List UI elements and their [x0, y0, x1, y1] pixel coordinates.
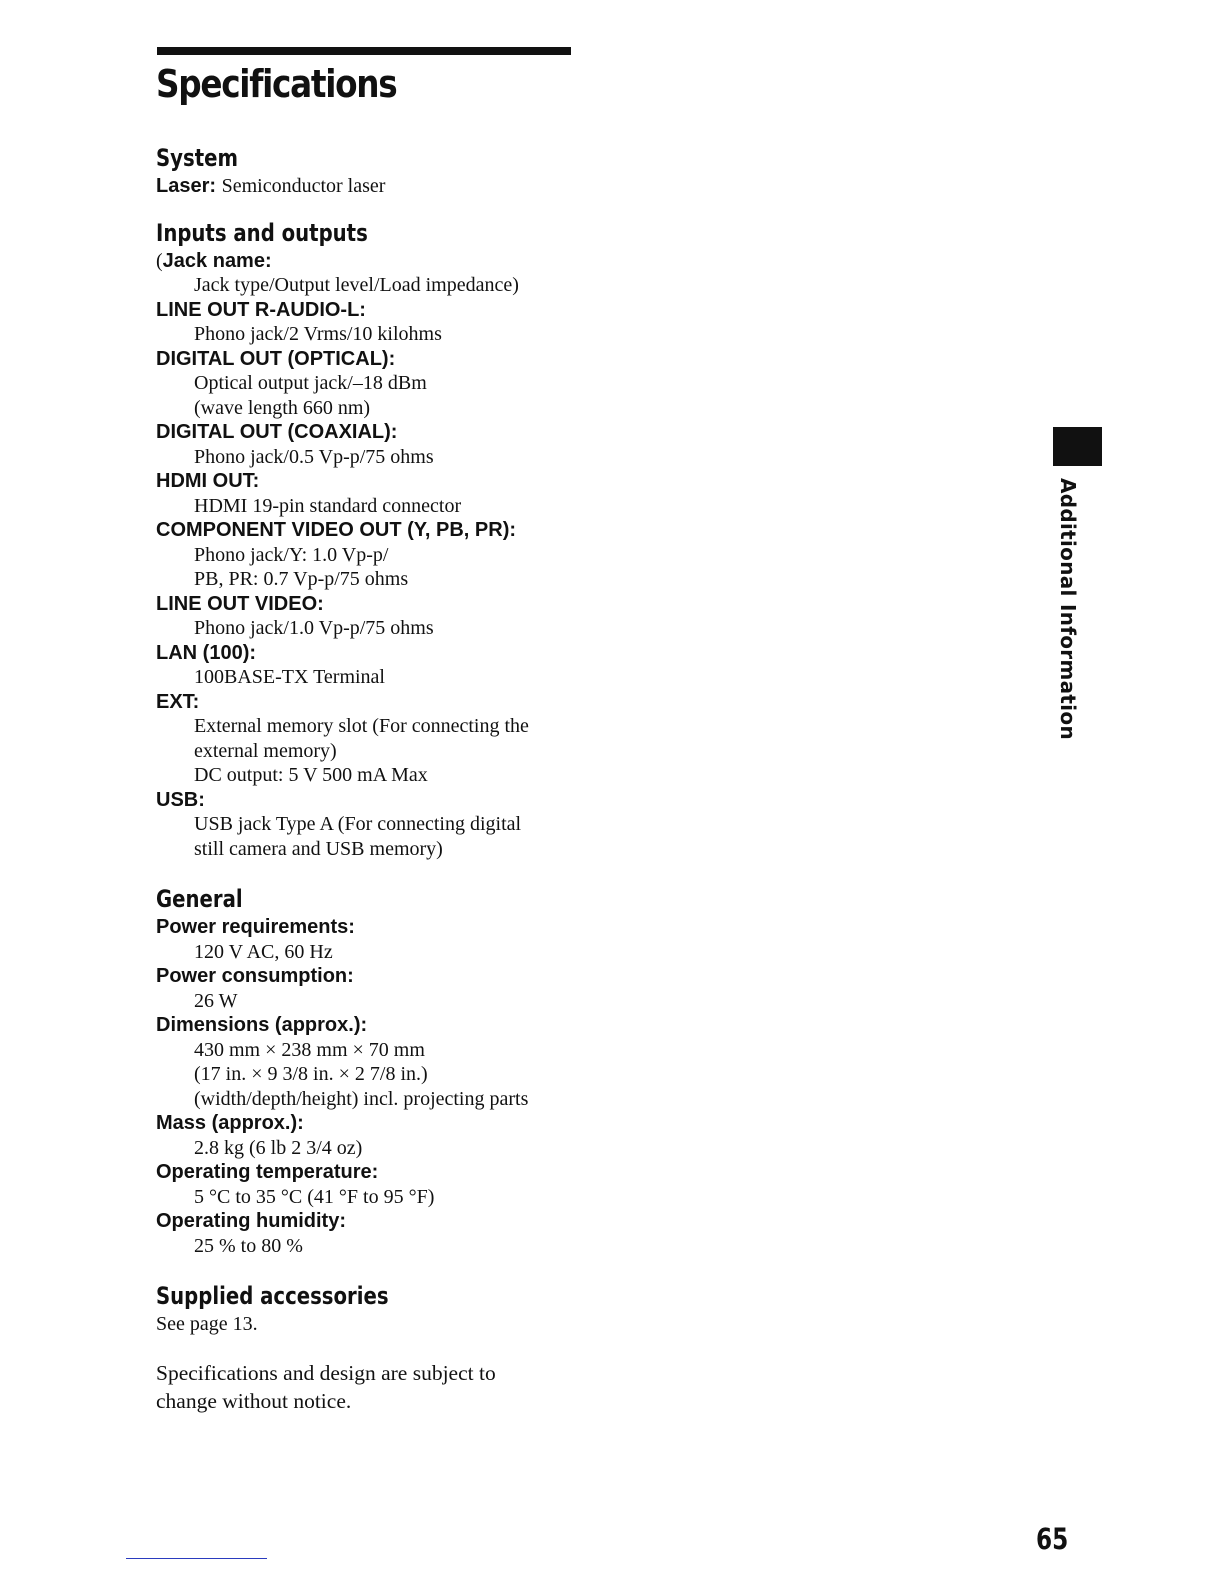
section-inputs-outputs — [156, 217, 596, 862]
spec-line: 25 % to 80 % — [194, 1234, 303, 1257]
spec-value: Semiconductor laser — [221, 175, 386, 197]
legend-label-text: Jack name: — [162, 249, 272, 272]
spec-line: PB, PR: 0.7 Vp-p/75 ohms — [194, 568, 409, 590]
spec-line: (17 in. × 9 3/8 in. × 2 7/8 in.) — [194, 1063, 428, 1085]
closing-line-1: Specifications and design are subject to — [156, 1360, 496, 1385]
section-heading-general: General — [156, 885, 243, 913]
spec-label-line-out-video: LINE OUT VIDEO: — [156, 592, 324, 615]
page-number: 65 — [1036, 1522, 1069, 1556]
spec-line: Optical output jack/–18 dBm — [194, 372, 427, 394]
spec-item-laser — [156, 174, 596, 199]
spec-label-digital-coaxial: DIGITAL OUT (COAXIAL): — [156, 421, 398, 443]
spec-line: DC output: 5 V 500 mA Max — [194, 764, 428, 786]
spec-label-dimensions: Dimensions (approx.): — [156, 1014, 368, 1036]
spec-line: external memory) — [194, 739, 337, 762]
section-heading-accessories: Supplied accessories — [156, 1282, 389, 1310]
legend-paren: ( — [156, 249, 163, 272]
closing-note — [156, 1359, 596, 1415]
spec-line: still camera and USB memory) — [194, 837, 443, 860]
footer-rule — [126, 1558, 267, 1559]
spec-line: (wave length 660 nm) — [194, 396, 371, 419]
specifications-content — [156, 142, 596, 1415]
spec-label-line-out-audio: LINE OUT R-AUDIO-L: — [156, 298, 366, 321]
spec-label-mass: Mass (approx.): — [156, 1112, 304, 1134]
side-tab-label: Additional Information — [1056, 478, 1080, 740]
spec-line: External memory slot (For connecting the — [194, 715, 529, 737]
spec-line: 120 V AC, 60 Hz — [194, 940, 333, 963]
spec-line: 26 W — [194, 989, 238, 1012]
spec-line: 100BASE-TX Terminal — [194, 666, 385, 688]
section-general — [156, 883, 596, 1258]
title-rule — [157, 47, 571, 55]
spec-label-power-consumption: Power consumption: — [156, 965, 354, 987]
spec-line: 430 mm × 238 mm × 70 mm — [194, 1038, 425, 1061]
spec-line: HDMI 19-pin standard connector — [194, 494, 462, 517]
spec-line: Phono jack/2 Vrms/10 kilohms — [194, 323, 442, 345]
spec-line: USB jack Type A (For connecting digital — [194, 813, 522, 835]
jack-legend-value: Jack type/Output level/Load impedance) — [194, 274, 519, 296]
spec-line: Phono jack/Y: 1.0 Vp-p/ — [194, 543, 389, 566]
spec-label-lan: LAN (100): — [156, 641, 257, 664]
closing-line-2: change without notice. — [156, 1388, 352, 1413]
section-heading-system: System — [156, 144, 238, 172]
spec-label-power-requirements: Power requirements: — [156, 916, 355, 938]
spec-label-component-video: COMPONENT VIDEO OUT (Y, PB, PR): — [156, 519, 517, 541]
spec-label-digital-optical: DIGITAL OUT (OPTICAL): — [156, 347, 396, 370]
side-tab-marker — [1053, 427, 1102, 466]
spec-label-operating-temperature: Operating temperature: — [156, 1161, 379, 1183]
spec-label-operating-humidity: Operating humidity: — [156, 1210, 346, 1232]
spec-line: 2.8 kg (6 lb 2 3/4 oz) — [194, 1136, 363, 1159]
spec-line: 5 °C to 35 °C (41 °F to 95 °F) — [194, 1185, 435, 1208]
accessories-text: See page 13. — [156, 1313, 258, 1335]
spec-label-ext: EXT: — [156, 690, 200, 713]
spec-label: Laser: — [156, 175, 217, 197]
spec-line: Phono jack/1.0 Vp-p/75 ohms — [194, 617, 434, 639]
page-title: Specifications — [156, 62, 397, 106]
jack-legend-label — [156, 249, 596, 274]
section-supplied-accessories — [156, 1280, 596, 1337]
spec-line: (width/depth/height) incl. projecting parts — [194, 1087, 529, 1110]
spec-line: Phono jack/0.5 Vp-p/75 ohms — [194, 445, 434, 468]
section-system — [156, 142, 596, 199]
section-heading-io: Inputs and outputs — [156, 218, 368, 247]
spec-label-hdmi-out: HDMI OUT: — [156, 470, 260, 492]
spec-label-usb: USB: — [156, 788, 205, 811]
